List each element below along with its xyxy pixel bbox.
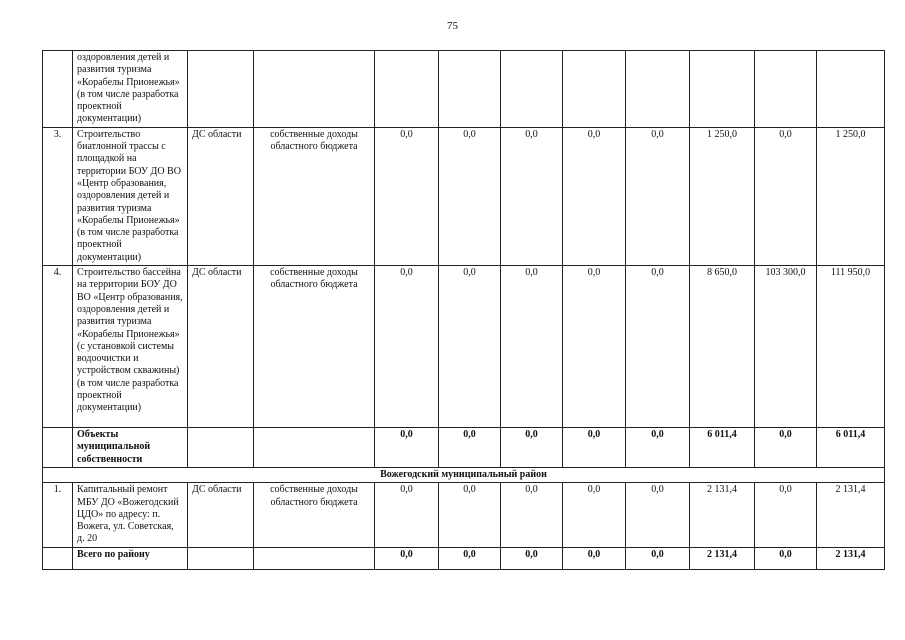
row-number: 4. bbox=[43, 266, 73, 428]
value-cell: 0,0 bbox=[755, 428, 817, 468]
object-name: Всего по району bbox=[73, 547, 188, 569]
value-cell bbox=[817, 51, 885, 128]
value-cell: 0,0 bbox=[626, 547, 690, 569]
table-row bbox=[43, 51, 885, 128]
value-cell: 0,0 bbox=[626, 428, 690, 468]
value-cell: 111 950,0 bbox=[817, 266, 885, 428]
value-cell: 0,0 bbox=[563, 266, 626, 428]
funder-cell: ДС области bbox=[188, 483, 254, 547]
funder-cell bbox=[188, 428, 254, 468]
page-number: 75 bbox=[447, 20, 458, 32]
value-cell: 0,0 bbox=[626, 266, 690, 428]
value-cell: 0,0 bbox=[755, 483, 817, 547]
value-cell: 0,0 bbox=[755, 127, 817, 265]
row-number: 3. bbox=[43, 127, 73, 265]
funder-cell bbox=[188, 547, 254, 569]
value-cell bbox=[501, 51, 563, 128]
table-row bbox=[43, 127, 885, 265]
budget-table bbox=[42, 50, 885, 570]
value-cell bbox=[439, 51, 501, 128]
value-cell: 0,0 bbox=[563, 547, 626, 569]
row-number bbox=[43, 51, 73, 128]
subtotal-row bbox=[43, 428, 885, 468]
object-name: Строительство биатлонной трассы с площадкой на территории БОУ ДО ВО «Центр образования, оздоровления детей и развития туризма «Корабелы Прионежья» (в том числе разработка проектной документации) bbox=[73, 127, 188, 265]
value-cell: 6 011,4 bbox=[817, 428, 885, 468]
funding-source bbox=[254, 51, 375, 128]
value-cell: 1 250,0 bbox=[690, 127, 755, 265]
object-name: оздоровления детей и развития туризма «Корабелы Прионежья» (в том числе разработка проектной документации) bbox=[73, 51, 188, 128]
value-cell: 0,0 bbox=[563, 127, 626, 265]
row-number bbox=[43, 428, 73, 468]
value-cell: 0,0 bbox=[626, 127, 690, 265]
row-number: 1. bbox=[43, 483, 73, 547]
value-cell: 2 131,4 bbox=[817, 483, 885, 547]
funding-source: собственные доходы областного бюджета bbox=[254, 483, 375, 547]
value-cell: 0,0 bbox=[563, 428, 626, 468]
object-name: Строительство бассейна на территории БОУ ДО ВО «Центр образования, оздоровления детей и развития туризма «Корабелы Прионежья» (с установкой системы водоочистки и устройством скважины) (в том числе разработка проектной документации) bbox=[73, 266, 188, 428]
funder-cell: ДС области bbox=[188, 127, 254, 265]
value-cell: 0,0 bbox=[439, 547, 501, 569]
value-cell: 0,0 bbox=[501, 428, 563, 468]
value-cell: 0,0 bbox=[563, 483, 626, 547]
value-cell: 8 650,0 bbox=[690, 266, 755, 428]
section-title: Вожегодский муниципальный район bbox=[43, 467, 885, 482]
value-cell bbox=[375, 51, 439, 128]
section-row bbox=[43, 467, 885, 482]
value-cell: 0,0 bbox=[439, 266, 501, 428]
value-cell: 103 300,0 bbox=[755, 266, 817, 428]
value-cell: 0,0 bbox=[439, 428, 501, 468]
value-cell: 2 131,4 bbox=[690, 483, 755, 547]
value-cell bbox=[563, 51, 626, 128]
value-cell: 0,0 bbox=[375, 127, 439, 265]
value-cell bbox=[690, 51, 755, 128]
value-cell bbox=[755, 51, 817, 128]
value-cell: 0,0 bbox=[501, 547, 563, 569]
funder-cell: ДС области bbox=[188, 266, 254, 428]
funding-source bbox=[254, 547, 375, 569]
row-number bbox=[43, 547, 73, 569]
value-cell: 0,0 bbox=[375, 428, 439, 468]
funding-source: собственные доходы областного бюджета bbox=[254, 266, 375, 428]
value-cell bbox=[626, 51, 690, 128]
value-cell: 2 131,4 bbox=[690, 547, 755, 569]
value-cell: 0,0 bbox=[375, 547, 439, 569]
object-name: Объекты муниципальной собственности bbox=[73, 428, 188, 468]
funder-cell bbox=[188, 51, 254, 128]
value-cell: 1 250,0 bbox=[817, 127, 885, 265]
value-cell: 0,0 bbox=[439, 127, 501, 265]
value-cell: 0,0 bbox=[439, 483, 501, 547]
funding-source bbox=[254, 428, 375, 468]
object-name: Капитальный ремонт МБУ ДО «Вожегодский ЦДО» по адресу: п. Вожега, ул. Советская, д. 20 bbox=[73, 483, 188, 547]
table-row bbox=[43, 266, 885, 428]
value-cell: 6 011,4 bbox=[690, 428, 755, 468]
table-row bbox=[43, 483, 885, 547]
value-cell: 0,0 bbox=[501, 127, 563, 265]
value-cell: 0,0 bbox=[755, 547, 817, 569]
value-cell: 0,0 bbox=[501, 266, 563, 428]
value-cell: 0,0 bbox=[375, 266, 439, 428]
funding-source: собственные доходы областного бюджета bbox=[254, 127, 375, 265]
value-cell: 0,0 bbox=[626, 483, 690, 547]
value-cell: 0,0 bbox=[501, 483, 563, 547]
value-cell: 2 131,4 bbox=[817, 547, 885, 569]
total-row bbox=[43, 547, 885, 569]
value-cell: 0,0 bbox=[375, 483, 439, 547]
